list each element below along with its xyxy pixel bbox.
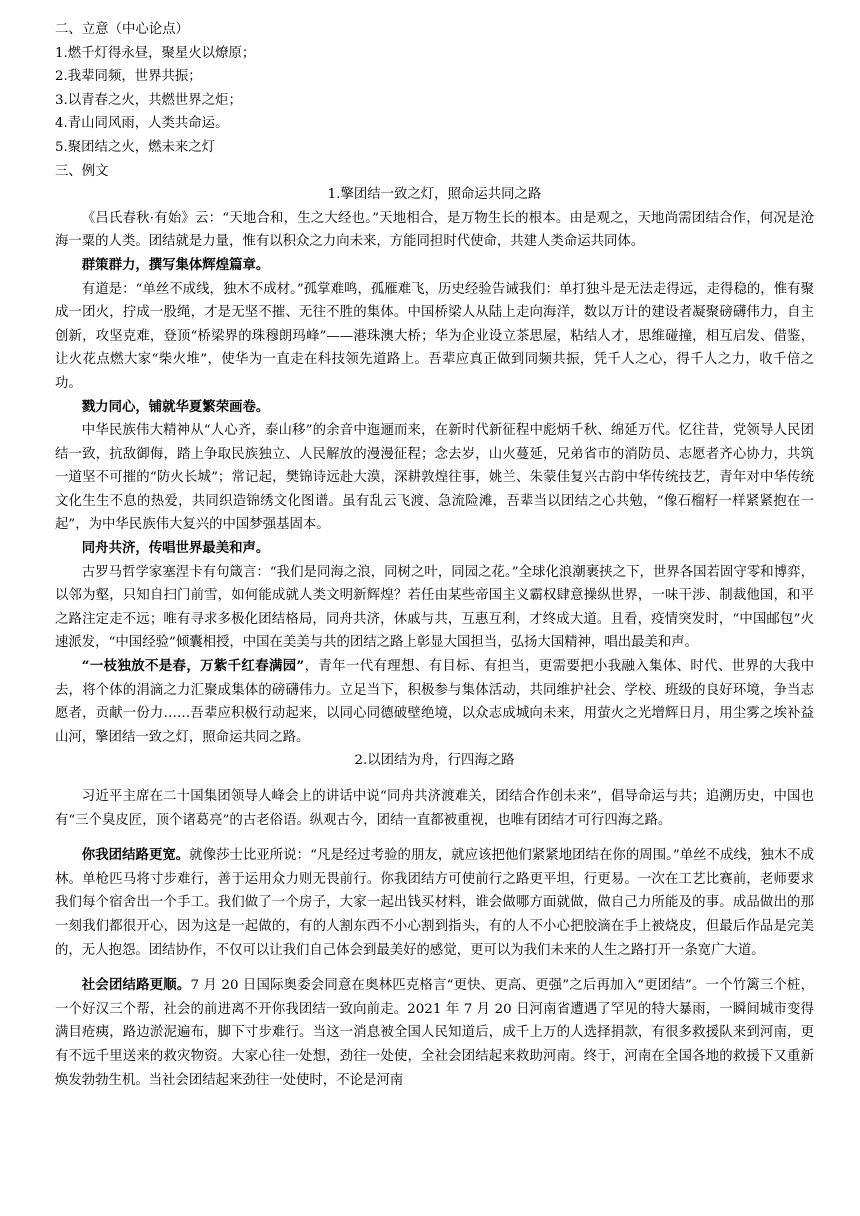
section-heading-examples: 三、例文 [55,163,109,179]
essay-2-paragraph-1-text: 就像莎士比亚所说：“凡是经过考验的朋友，就应该把他们紧紧地团结在你的周围。”单丝不成线，独木不成林。单枪匹马将寸步难行，善于运用众力则无畏前行。你我团结方可使前行之路更平坦，行更易。一次在工艺比赛前，老师要求我们每个宿舍出一个手工。我们做了一个房子，大家一起出钱买材料，谁会做哪方面就做，做自己力所能及的事。成品做出的那一刻我们都很开心，因为这是一起做的，有的人割东西不小心割到指头，有的人不小心把胶滴在手上被烧皮，但最后作品是完美的，无人抱怨。团结协作，不仅可以让我们自己体会到最美好的感觉，更可以为我们未来的人生之路打开一条宽广大道。 [55,848,814,958]
essay-1-subheading-3: 同舟共济，传唱世界最美和声。 [81,540,270,557]
essay-1-paragraph-3: 古罗马哲学家塞涅卡有句箴言：“我们是同海之浪，同树之叶，同园之花。”全球化浪潮裹挟之下，世界各国若固守零和博弈，以邻为壑，只知自扫门前雪，如何能成就人类文明新辉煌？若任由某些帝国主义霸权肆意操纵世界，一味干涉、制裁他国，和平之路注定走不远；唯有寻求多极化团结格局，同舟共济，休戚与共，互惠互利，才终成大道。且看，疫情突发时，“中国邮包”火速派发，“中国经验”倾囊相授，中国在美美与共的团结之路上彰显大国担当，弘扬大国精神，唱出最美和声。 [55,564,814,651]
section-heading-thesis: 二、立意（中心论点） [55,22,189,37]
essay-1-subheading-1: 群策群力，撰写集体辉煌篇章。 [81,256,270,273]
spacer [55,832,814,844]
essay-1-paragraph-1: 有道是：“单丝不成线，独木不成材。”孤掌难鸣，孤雁难飞，历史经验告诫我们：单打独斗是无法走得远，走得稳的，惟有聚成一团火，拧成一股绳，才是无坚不摧、无往不胜的集体。中国桥梁人从陆上走向海洋，数以万计的建设者凝聚磅礴伟力，自主创新，攻坚克难，登顶“桥梁界的珠穆朗玛峰”——港珠澳大桥；华为企业设立茶思屋，粘结人才，思维碰撞，相互启发、借鉴，让火花点燃大家“柴火堆”，使华为一直走在科技领先道路上。吾辈应真正做到同频共振，凭千人之心，得千人之力，收千倍之功。 [55,281,814,391]
essay-1-title: 1.擎团结一致之灯，照命运共同之路 [327,187,542,203]
thesis-item: 4.青山同风雨，人类共命运。 [55,116,229,132]
essay-2-paragraph-2 [55,974,814,1092]
essay-1-quote-bold: “一枝独放不是春，万紫千红春满园” [81,658,305,675]
thesis-item: 5.聚团结之火，燃未来之灯 [55,139,216,155]
essay-1-subheading-2: 戮力同心，铺就华夏繁荣画卷。 [81,398,270,415]
essay-2-intro: 习近平主席在二十国集团领导人峰会上的讲话中说“同舟共济渡难关，团结合作创未来”，倡导命运与共；追溯历史，中国也有“三个臭皮匠，顶个诸葛亮”的古老俗语。纵观古今，团结一直都被重视，也唯有团结才可行四海之路。 [55,789,814,828]
thesis-item: 3.以青春之火，共燃世界之炬； [55,92,242,108]
essay-2-paragraph-2-text: 7 月 20 日国际奥委会同意在奥林匹克格言“更快、更高、更强”之后再加入“更团结”。一个竹篱三个桩，一个好汉三个帮，社会的前进离不开你我团结一致向前走。2021 年 7 月 20 日河南省遭遇了罕见的特大暴雨，一瞬间城市变得满目疮痍，路边淤泥遍布，脚下寸步难行。当这一消息被全国人民知道后，成千上万的人选择捐款，有很多救援队来到河南，更有不远千里送来的救灾物资。大家心往一处想，劲往一处使，全社会团结起来救助河南。终于，河南在全国各地的救援下又重新焕发勃勃生机。当社会团结起来劲往一处使时，不论是河南 [55,978,815,1088]
spacer [55,962,814,974]
essay-1-paragraph-4-text: ，青年一代有理想、有目标、有担当，更需要把小我融入集体、时代、世界的大我中去，将个体的涓滴之力汇聚成集体的磅礴伟力。立足当下，积极参与集体活动，共同维护社会、学校、班级的良好环境，争当志愿者，贡献一份力……吾辈应积极行动起来，以同心同德破壁绝境，以众志成城向未来，用萤火之光增辉日月，用尘雾之埃补益山河，擎团结一致之灯，照命运共同之路。 [55,659,815,745]
essay-2-title: 2.以团结为舟，行四海之路 [354,753,515,769]
essay-2-lead-bold-2: 社会团结路更顺。 [81,977,191,994]
thesis-item: 2.我辈同频，世界共振； [55,69,202,85]
thesis-item: 1.燃千灯得永昼，聚星火以燎原； [55,45,256,61]
essay-2-lead-bold-1: 你我团结路更宽。 [81,847,190,864]
essay-1-paragraph-2: 中华民族伟大精神从“人心齐，泰山移”的余音中迤逦而来，在新时代新征程中彪炳千秋、绵延万代。忆往昔，党领导人民团结一致，抗敌御侮，踏上争取民族独立、人民解放的漫漫征程；念去岁，山火蔓延，兄弟省市的消防员、志愿者齐心协力，共筑一道坚不可摧的“防火长城”；常记起，樊锦诗远赴大漠，深耕敦煌往事，姚兰、朱蒙佳复兴古韵中华传统技艺，青年对中华传统文化生生不息的热爱，共同织造锦绣文化图谱。虽有乱云飞渡、急流险滩，吾辈当以团结之心共勉，“像石榴籽一样紧紧抱在一起”，为中华民族伟大复兴的中国梦强基固本。 [55,423,814,533]
spacer [55,773,814,785]
essay-1-intro: 《吕氏春秋·有始》云：“天地合和，生之大经也。”天地相合，是万物生长的根本。由是观之，天地尚需团结合作，何况是沧海一粟的人类。团结就是力量，惟有以积众之力向未来，方能同担时代使命，共建人类命运共同体。 [55,210,814,250]
essay-1-paragraph-4 [55,655,814,749]
essay-2-paragraph-1 [55,844,814,962]
